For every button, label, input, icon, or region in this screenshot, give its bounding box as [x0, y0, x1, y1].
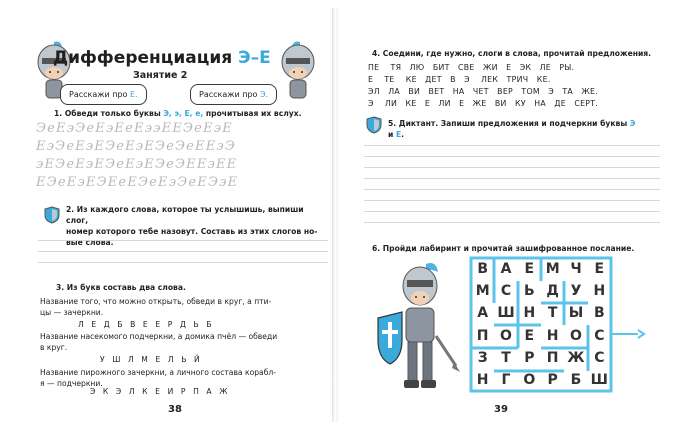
lesson-label: Занятие 2 — [133, 70, 188, 81]
syllable-block — [368, 62, 598, 110]
maze-cell: О — [523, 371, 536, 388]
maze-cell: У — [570, 283, 582, 300]
maze-cell: Ы — [568, 305, 584, 322]
maze-cell: М — [545, 261, 560, 278]
speech-bubble-left: Расскажи про Е. — [60, 84, 147, 105]
writing-line — [364, 200, 660, 201]
writing-line — [38, 262, 328, 263]
task-3-title: 3. Из букв составь два слова. — [56, 283, 186, 292]
maze-cell: В — [593, 305, 605, 322]
maze-cell: Н — [546, 327, 559, 344]
task-2: 2. Из каждого слова, которое ты услышишь, выпиши слог, номер которого тебе назовут. Составь из этих слогов но- вые слова. — [66, 205, 318, 247]
shield-icon — [366, 116, 382, 134]
maze-cell: Д — [546, 283, 559, 300]
maze-cell: Ж — [567, 349, 585, 366]
writing-line — [364, 167, 660, 168]
letters-set-1: Л Е Д Б В Е Е Р Д Ь Б — [78, 320, 215, 329]
maze-cell: Ш — [590, 371, 608, 388]
maze-cell: Е — [524, 327, 535, 344]
maze-cell: Н — [523, 305, 536, 322]
page-number: 38 — [168, 404, 182, 415]
maze-cell: Е — [594, 261, 605, 278]
page-number: 39 — [494, 404, 508, 415]
maze-cell: Ч — [570, 261, 582, 278]
maze-cell: Т — [547, 305, 558, 322]
maze-cell: Е — [524, 261, 535, 278]
cursive-row: ЕэЭеЕэЕЭеЕэЕЭеЭеЕЕэЭ — [36, 139, 237, 154]
cursive-row: эЕЭеЕэЕЭеЕэЕЭеЭЕЕэЕЕ — [36, 157, 238, 172]
left-page — [8, 8, 333, 422]
writing-line — [364, 145, 660, 146]
task-4-title: 4. Соедини, где нужно, слоги в слова, прочитай предложения. — [372, 49, 652, 58]
writing-line — [364, 211, 660, 212]
cursive-row: ЕЭеЕэЕЭЕеЕЭеЕэЭеЕЭэЕ — [36, 175, 239, 190]
maze-grid — [471, 258, 611, 391]
maze-cell: Р — [524, 349, 535, 366]
maze-cell: Н — [476, 371, 489, 388]
syllable-row: Э ЛИ КЕ Е ЛИ Е ЖЕ ВИ КУ НА ДЕ СЕРТ. — [368, 99, 599, 108]
syllable-row: ПЕ ТЯ ЛЮ БИТ СВЕ ЖИ Е ЭК ЛЕ РЫ. — [368, 63, 575, 72]
knight-head-right-icon — [278, 40, 318, 102]
maze-cell: С — [594, 349, 605, 366]
maze-cell: Т — [501, 349, 511, 366]
maze-cell: А — [477, 305, 489, 322]
cursive-row: ЭеЕэЭеЕэЕеЕээЕЕЭеЕэЕ — [36, 121, 233, 136]
writing-line — [364, 222, 660, 223]
task-5: 5. Диктант. Запиши предложения и подчеркни буквы Э и Е. — [388, 119, 636, 139]
task-1: 1. Обведи только буквы Э, э, Е, е, прочитывая их вслух. — [54, 109, 302, 118]
maze-cell: С — [500, 283, 512, 300]
maze-cell: Б — [570, 371, 582, 388]
maze-cell: О — [500, 327, 512, 344]
task-3-text: Название насекомого подчеркни, а домика пчёл — обведи в круг. — [40, 332, 278, 352]
maze-cell: А — [500, 261, 512, 278]
task-6-title: 6. Пройди лабиринт и прочитай зашифрованное послание. — [372, 244, 635, 253]
maze-cell: О — [570, 327, 582, 344]
writing-line — [38, 240, 328, 241]
maze-cell: Н — [593, 283, 606, 300]
syllable-row: Е ТЕ КЕ ДЕТ В Э ЛЕК ТРИЧ КЕ. — [368, 75, 551, 84]
maze-cell: П — [476, 327, 489, 344]
speech-bubble-right: Расскажи про Э. — [190, 84, 277, 105]
syllable-row: ЭЛ ЛА ВИ ВЕТ НА ЧЕТ ВЕР ТОМ Э ТА ЖЕ. — [368, 87, 599, 96]
maze-cell: Ь — [523, 283, 535, 300]
maze-cell: П — [546, 349, 559, 366]
maze-cell: Ш — [497, 305, 515, 322]
letters-set-2: У Ш Л М Е Л Ь Й — [100, 355, 203, 364]
maze-cell: С — [594, 327, 605, 344]
maze-cell: Р — [547, 371, 558, 388]
writing-line — [364, 156, 660, 157]
maze-cell: В — [477, 261, 488, 278]
task-3-text: Название того, что можно открыть, обведи в круг, а пти- цы — зачеркни. — [40, 297, 272, 317]
maze-cell: М — [475, 283, 490, 300]
writing-line — [364, 189, 660, 190]
writing-line — [364, 178, 660, 179]
page-title: Дифференциация Э–Е — [53, 48, 271, 68]
maze-cell: З — [477, 349, 488, 366]
knight-figure-icon — [374, 258, 462, 398]
right-page — [338, 8, 665, 422]
letters-set-3: Э К Э Л К Е И Р П А Ж — [90, 387, 230, 396]
writing-line — [38, 251, 328, 252]
shield-icon — [44, 206, 60, 224]
maze-cell: Г — [501, 371, 511, 388]
task-3-text: Название пирожного зачеркни, а личного состава корабл- я — подчеркни. — [40, 368, 276, 388]
